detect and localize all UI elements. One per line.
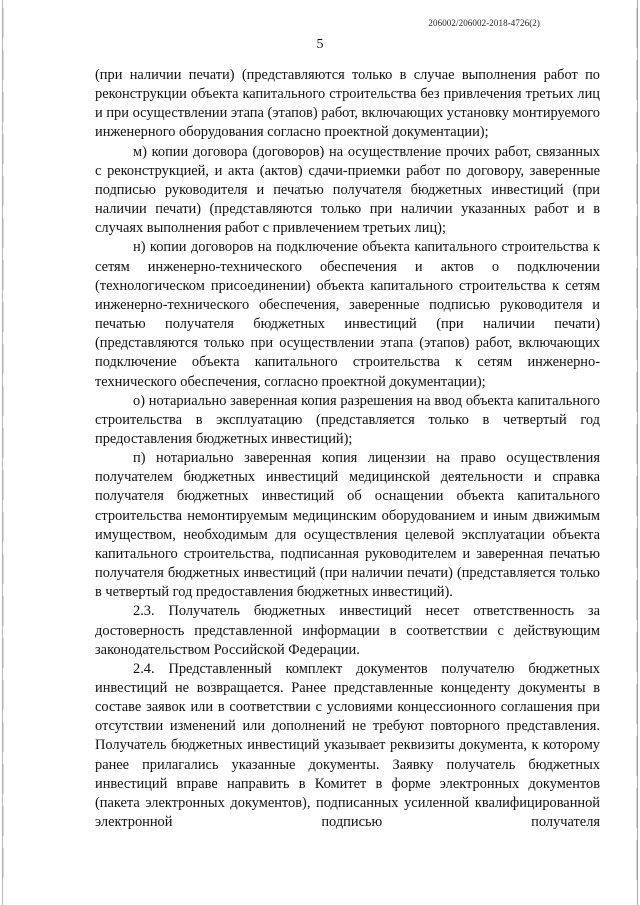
- paragraph-2-3: 2.3. Получатель бюджетных инвестиций несет ответственность за достоверность представленной информации в соответствии с действующим законодательством Российской Федерации.: [95, 603, 600, 658]
- document-body: [95, 66, 600, 832]
- document-number: 206002/206002-2018-4726(2): [428, 18, 540, 28]
- paragraph-item-o: о) нотариально заверенная копия разрешения на ввод объекта капитального строительства в эксплуатацию (представляется только в четвертый год предоставления бюджетных инвестиций);: [95, 392, 600, 447]
- paragraph-2-4: 2.4. Представленный комплект документов получателю бюджетных инвестиций не возвращается. Ранее представленные концеденту документы в составе заявок или в соответствии с условиями концессионного соглашения при отсутствии изменений или дополнений не требуют повторного представления. Получатель бюджетных инвестиций указывает реквизиты документа, к которому ранее прилагались указанные документы. Заявку получатель бюджетных инвестиций вправе направить в Комитет в форме электронных документов (пакета электронных документов), подписанных усиленной квалифицированной электронной подписью получателя: [95, 660, 600, 831]
- page-right-edge: [637, 0, 638, 905]
- page-number: 5: [316, 37, 324, 52]
- page-left-edge: [2, 0, 3, 905]
- paragraph-item-m: м) копии договора (договоров) на осуществление прочих работ, связанных с реконструкцией, и акта (актов) сдачи-приемки работ по договору, заверенные подписью руководителя и печатью получателя бюджетных инвестиций (при наличии печати) (представляются только при наличии указанных работ и в случаях выполнения работ с привлечением третьих лиц);: [95, 143, 600, 237]
- paragraph-item-p: п) нотариально заверенная копия лицензии на право осуществления получателем бюджетных инвестиций медицинской деятельности и справка получателя бюджетных инвестиций об оснащении объекта капитального строительства немонтируемым медицинским оборудованием и иным движимым имуществом, необходимым для осуществления целевой эксплуатации объекта капитального строительства, подписанная руководителем и заверенная печатью получателя бюджетных инвестиций (при наличии печати) (представляется только в четвертый год предоставления бюджетных инвестиций).: [95, 450, 600, 601]
- paragraph-continuation: (при наличии печати) (представляются только в случае выполнения работ по реконструкции объекта капитального строительства без привлечения третьих лиц и при осуществлении этапа (этапов) работ, включающих установку монтируемого инженерного оборудования согласно проектной документации);: [95, 67, 600, 141]
- paragraph-item-n: н) копии договоров на подключение объекта капитального строительства к сетям инженерно-технического обеспечения и актов о подключении (технологическом присоединении) объекта капитального строительства к сетям инженерно-технического обеспечения, заверенные подписью руководителя и печатью получателя бюджетных инвестиций (при наличии печати) (представляются только при осуществлении этапа (этапов) работ, включающих подключение объекта капитального строительства к сетям инженерно-технического обеспечения, согласно проектной документации);: [95, 239, 600, 390]
